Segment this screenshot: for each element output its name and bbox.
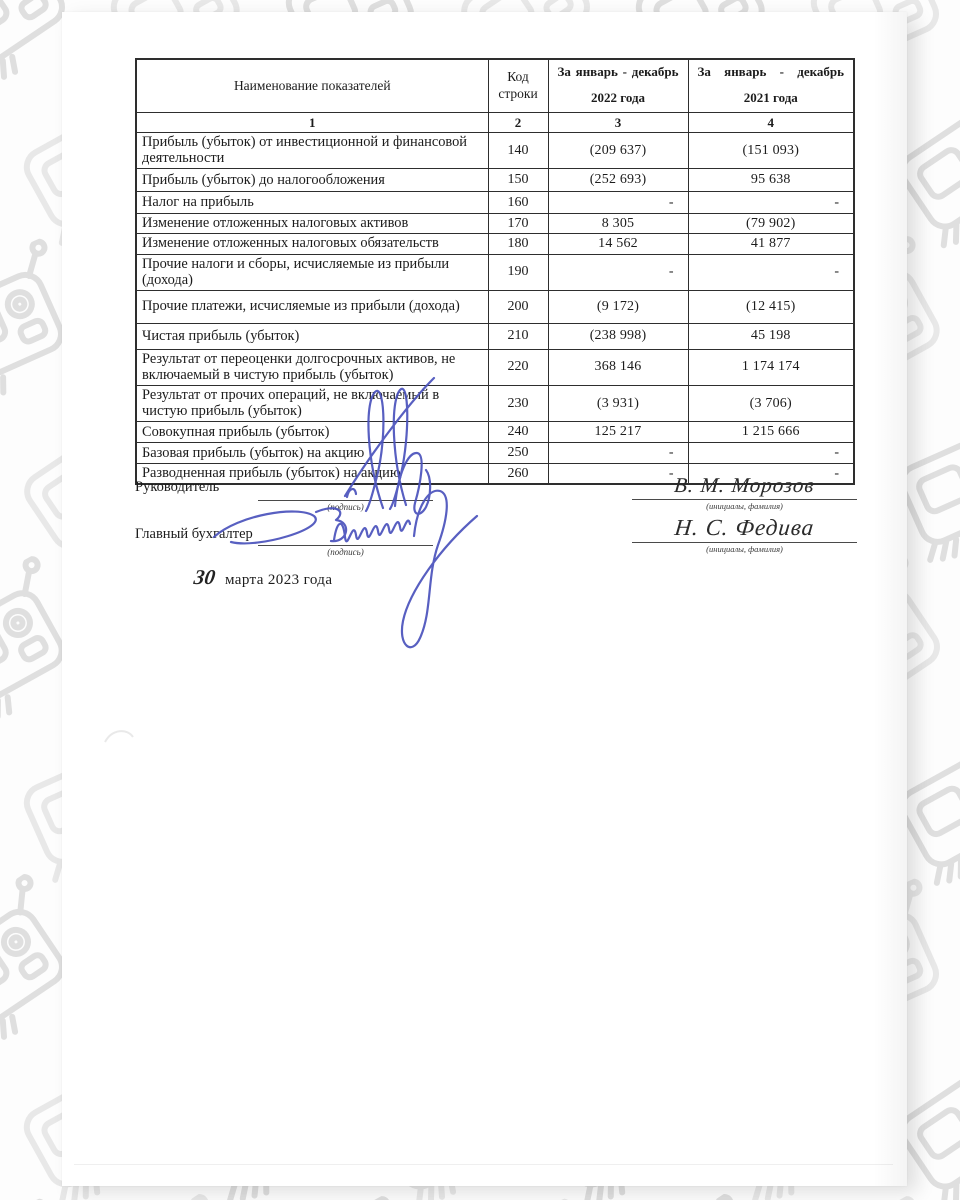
value-2021-cell: 95 638 <box>688 169 854 192</box>
line-code-cell: 190 <box>488 254 548 290</box>
table-body <box>136 133 854 485</box>
indicator-name-cell: Чистая прибыль (убыток) <box>136 323 488 349</box>
line-code-cell: 150 <box>488 169 548 192</box>
period-2022-line1: За январь - декабрь <box>557 64 679 79</box>
table-row <box>136 443 854 464</box>
director-label: Руководитель <box>135 479 220 495</box>
line-code-cell: 250 <box>488 443 548 464</box>
value-2022-cell: - <box>548 443 688 464</box>
table-row <box>136 169 854 192</box>
line-code-cell: 200 <box>488 290 548 323</box>
value-2022-cell: - <box>548 254 688 290</box>
value-2022-cell: - <box>548 464 688 485</box>
accountant-name-caption: (инициалы, фамилия) <box>706 544 783 554</box>
period-2021-line1: За январь - декабрь <box>697 64 844 79</box>
value-2021-cell: 45 198 <box>688 323 854 349</box>
table-row <box>136 234 854 254</box>
value-2021-cell: - <box>688 443 854 464</box>
table-row <box>136 192 854 214</box>
scan-crease-line <box>74 1164 893 1165</box>
indicator-name-cell: Результат от прочих операций, не включаемый в чистую прибыль (убыток) <box>136 386 488 422</box>
director-name-handwriting: В. М. Морозов <box>673 473 816 497</box>
header-period-2022 <box>548 59 688 113</box>
table-row <box>136 349 854 385</box>
value-2021-cell: - <box>688 254 854 290</box>
line-code-cell: 240 <box>488 422 548 443</box>
line-code-cell: 260 <box>488 464 548 485</box>
accountant-name-handwriting: Н. С. Федива <box>673 515 816 540</box>
date-text: марта 2023 года <box>225 572 333 588</box>
value-2022-cell: 14 562 <box>548 234 688 254</box>
accountant-name-line <box>632 510 857 543</box>
indicator-name-cell: Прочие платежи, исчисляемые из прибыли (дохода) <box>136 290 488 323</box>
date-day-handwriting: 30 <box>192 565 217 589</box>
indicator-name-cell: Прибыль (убыток) от инвестиционной и финансовой деятельности <box>136 133 488 169</box>
line-code-cell: 160 <box>488 192 548 214</box>
indicator-name-cell: Изменение отложенных налоговых активов <box>136 214 488 234</box>
period-2022-line2: 2022 года <box>590 90 646 105</box>
indicator-name-cell: Изменение отложенных налоговых обязательств <box>136 234 488 254</box>
period-2021-line2: 2021 года <box>743 90 798 105</box>
line-code-cell: 230 <box>488 386 548 422</box>
value-2022-cell: 125 217 <box>548 422 688 443</box>
accountant-label: Главный бухгалтер <box>135 526 253 542</box>
value-2021-cell: (3 706) <box>688 386 854 422</box>
value-2022-cell: 8 305 <box>548 214 688 234</box>
table-row <box>136 323 854 349</box>
table-row <box>136 214 854 234</box>
value-2021-cell: - <box>688 464 854 485</box>
value-2022-cell: (9 172) <box>548 290 688 323</box>
line-code-cell: 170 <box>488 214 548 234</box>
header-name-col: Наименование показателей <box>136 59 488 113</box>
table-row <box>136 254 854 290</box>
line-code-cell: 210 <box>488 323 548 349</box>
column-index-row <box>136 113 854 133</box>
value-2022-cell: (3 931) <box>548 386 688 422</box>
index-3: 3 <box>548 113 688 133</box>
value-2021-cell: (12 415) <box>688 290 854 323</box>
income-statement-table <box>135 58 855 485</box>
document-page <box>62 12 907 1186</box>
line-code-cell: 180 <box>488 234 548 254</box>
value-2022-cell: (238 998) <box>548 323 688 349</box>
index-4: 4 <box>688 113 854 133</box>
value-2021-cell: - <box>688 192 854 214</box>
line-code-cell: 220 <box>488 349 548 385</box>
table-row <box>136 290 854 323</box>
value-2021-cell: (79 902) <box>688 214 854 234</box>
table-row <box>136 422 854 443</box>
header-code-col: Код строки <box>488 59 548 113</box>
index-2: 2 <box>488 113 548 133</box>
line-code-cell: 140 <box>488 133 548 169</box>
indicator-name-cell: Прибыль (убыток) до налогообложения <box>136 169 488 192</box>
value-2021-cell: 41 877 <box>688 234 854 254</box>
value-2022-cell: (252 693) <box>548 169 688 192</box>
director-signature-line <box>258 486 433 501</box>
value-2022-cell: 368 146 <box>548 349 688 385</box>
value-2021-cell: (151 093) <box>688 133 854 169</box>
indicator-name-cell: Налог на прибыль <box>136 192 488 214</box>
value-2021-cell: 1 215 666 <box>688 422 854 443</box>
director-signature-caption: (подпись) <box>327 502 364 512</box>
value-2022-cell: - <box>548 192 688 214</box>
value-2022-cell: (209 637) <box>548 133 688 169</box>
table-row <box>136 133 854 169</box>
value-2021-cell: 1 174 174 <box>688 349 854 385</box>
accountant-signature-line <box>258 531 433 546</box>
director-name-line <box>632 469 857 500</box>
index-1: 1 <box>136 113 488 133</box>
indicator-name-cell: Результат от переоценки долгосрочных активов, не включаемый в чистую прибыль (убыток) <box>136 349 488 385</box>
indicator-name-cell: Прочие налоги и сборы, исчисляемые из прибыли (дохода) <box>136 254 488 290</box>
indicator-name-cell: Базовая прибыль (убыток) на акцию <box>136 443 488 464</box>
header-period-2021 <box>688 59 854 113</box>
table-row <box>136 386 854 422</box>
director-name-caption: (инициалы, фамилия) <box>706 501 783 511</box>
indicator-name-cell: Совокупная прибыль (убыток) <box>136 422 488 443</box>
accountant-signature-caption: (подпись) <box>327 547 364 557</box>
indicator-name-cell: Разводненная прибыль (убыток) на акцию <box>136 464 488 485</box>
